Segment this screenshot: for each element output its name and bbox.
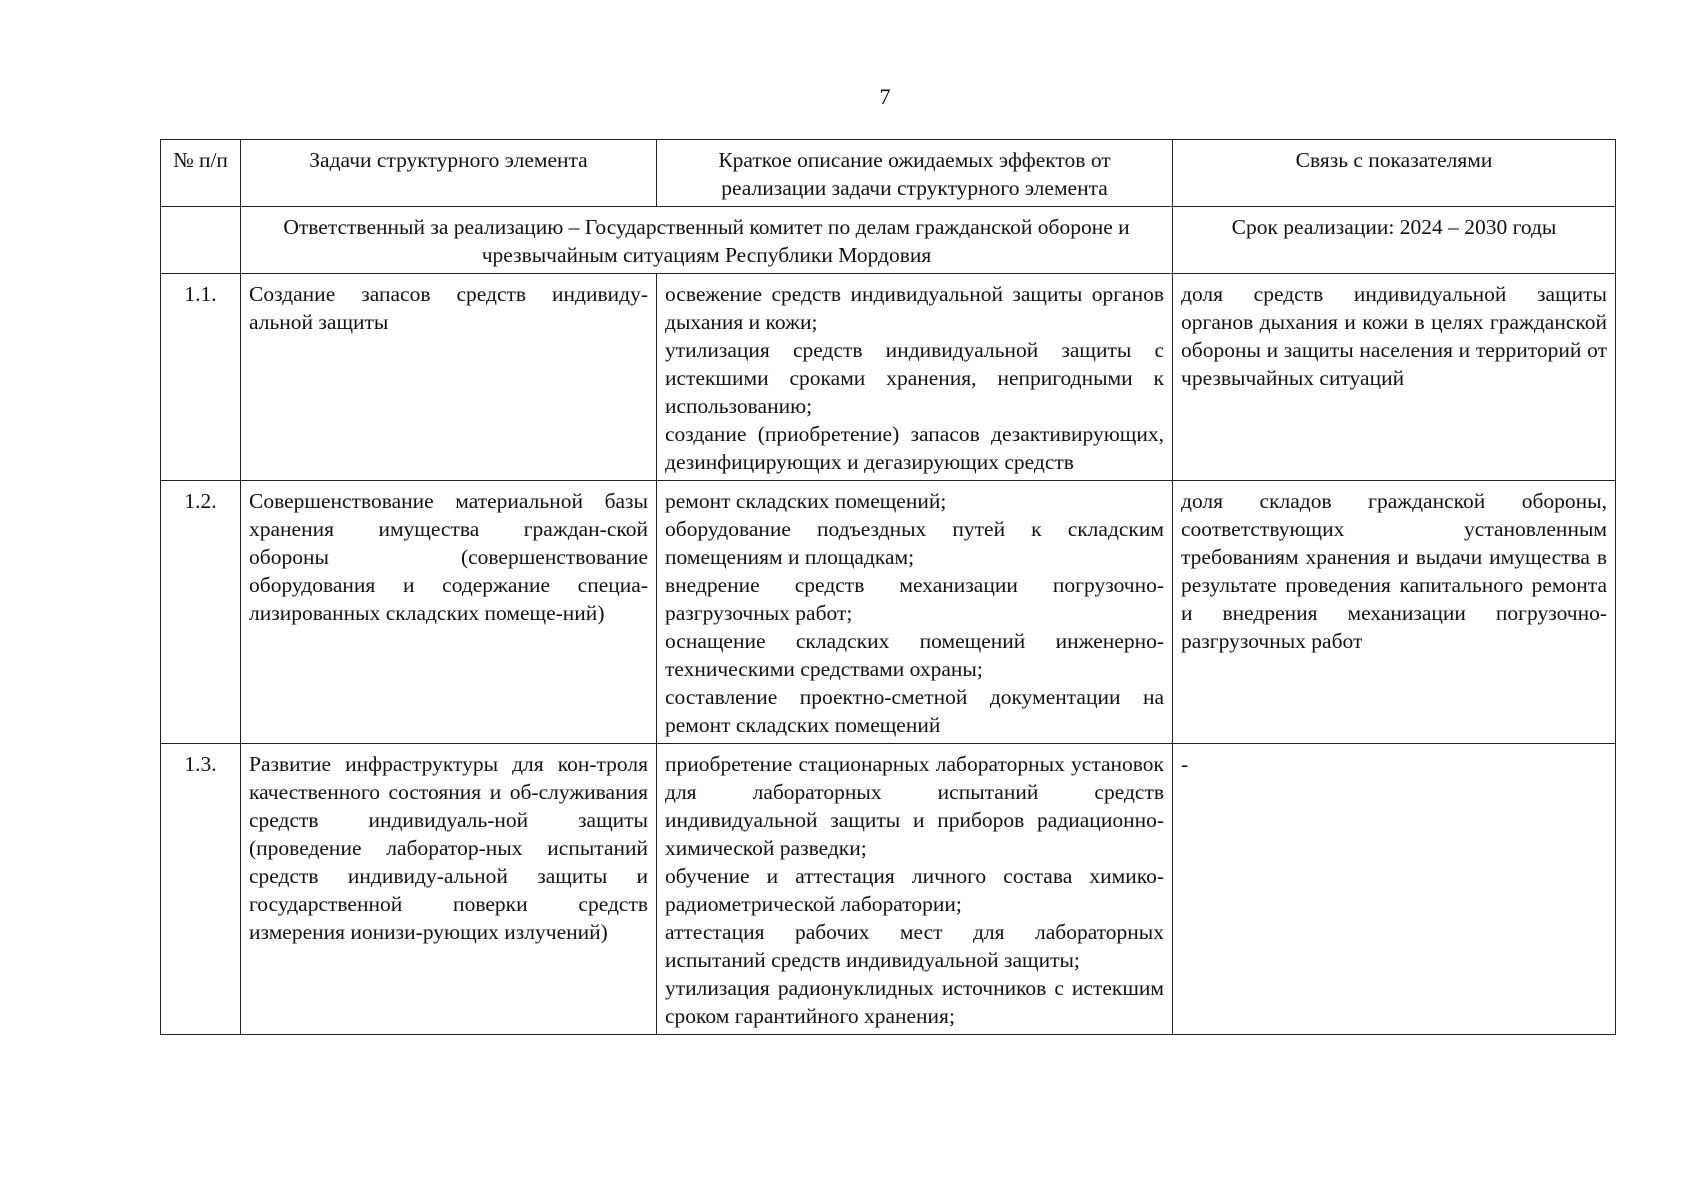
header-link: Связь с показателями [1173,140,1616,207]
effect-item: оснащение складских помещений инженерно-техническими средствами охраны; [665,629,1164,681]
tasks-table [160,139,1616,1035]
row-link: - [1173,744,1616,1035]
effect-item: приобретение стационарных лабораторных установок для лабораторных испытаний средств индивидуальной защиты и приборов радиационно-химической разведки; [665,752,1164,860]
page-number: 7 [879,84,891,109]
table-row [161,744,1616,1035]
header-effect: Краткое описание ожидаемых эффектов от реализации задачи структурного элемента [657,140,1173,207]
row-number: 1.3. [161,744,241,1035]
effect-item: оборудование подъездных путей к складским помещениям и площадкам; [665,517,1164,569]
table-row [161,274,1616,481]
responsible-cell: Ответственный за реализацию – Государственный комитет по делам гражданской обороне и чрезвычайным ситуациям Республики Мордовия [241,207,1173,274]
effect-item: утилизация средств индивидуальной защиты с истекшими сроками хранения, непригодными к использованию; [665,338,1164,418]
row-task: Совершенствование материальной базы хранения имущества граждан-ской обороны (совершенствование оборудования и содержание специа-лизированных складских помеще-ний) [241,481,657,744]
effect-item: обучение и аттестация личного состава химико-радиометрической лаборатории; [665,864,1164,916]
row-number: 1.2. [161,481,241,744]
responsible-row [161,207,1616,274]
row-link: доля средств индивидуальной защиты органов дыхания и кожи в целях гражданской обороны и защиты населения и территорий от чрезвычайных ситуаций [1173,274,1616,481]
effect-item: внедрение средств механизации погрузочно-разгрузочных работ; [665,573,1164,625]
header-task: Задачи структурного элемента [241,140,657,207]
row-effects [657,744,1173,1035]
row-effects [657,274,1173,481]
term-cell: Срок реализации: 2024 – 2030 годы [1173,207,1616,274]
effect-item: утилизация радионуклидных источников с истекшим сроком гарантийного хранения; [665,976,1164,1028]
effect-item: аттестация рабочих мест для лабораторных испытаний средств индивидуальной защиты; [665,920,1164,972]
table-header-row [161,140,1616,207]
effect-item: создание (приобретение) запасов дезактивирующих, дезинфицирующих и дегазирующих средств [665,422,1164,474]
row-task: Создание запасов средств индивиду-альной защиты [241,274,657,481]
effect-item: составление проектно-сметной документации на ремонт складских помещений [665,685,1164,737]
header-num: № п/п [161,140,241,207]
effect-item: освежение средств индивидуальной защиты органов дыхания и кожи; [665,282,1164,334]
row-number: 1.1. [161,274,241,481]
row-task: Развитие инфраструктуры для кон-троля качественного состояния и об-служивания средств индивидуаль-ной защиты (проведение лаборатор-ных испытаний средств индивиду-альной защиты и государственной поверки средств измерения ионизи-рующих излучений) [241,744,657,1035]
responsible-empty-cell [161,207,241,274]
row-link: доля складов гражданской обороны, соответствующих установленным требованиям хранения и выдачи имущества в результате проведения капитального ремонта и внедрения механизации погрузочно-разгрузочных работ [1173,481,1616,744]
effect-item: ремонт складских помещений; [665,489,947,513]
row-effects [657,481,1173,744]
table-row [161,481,1616,744]
